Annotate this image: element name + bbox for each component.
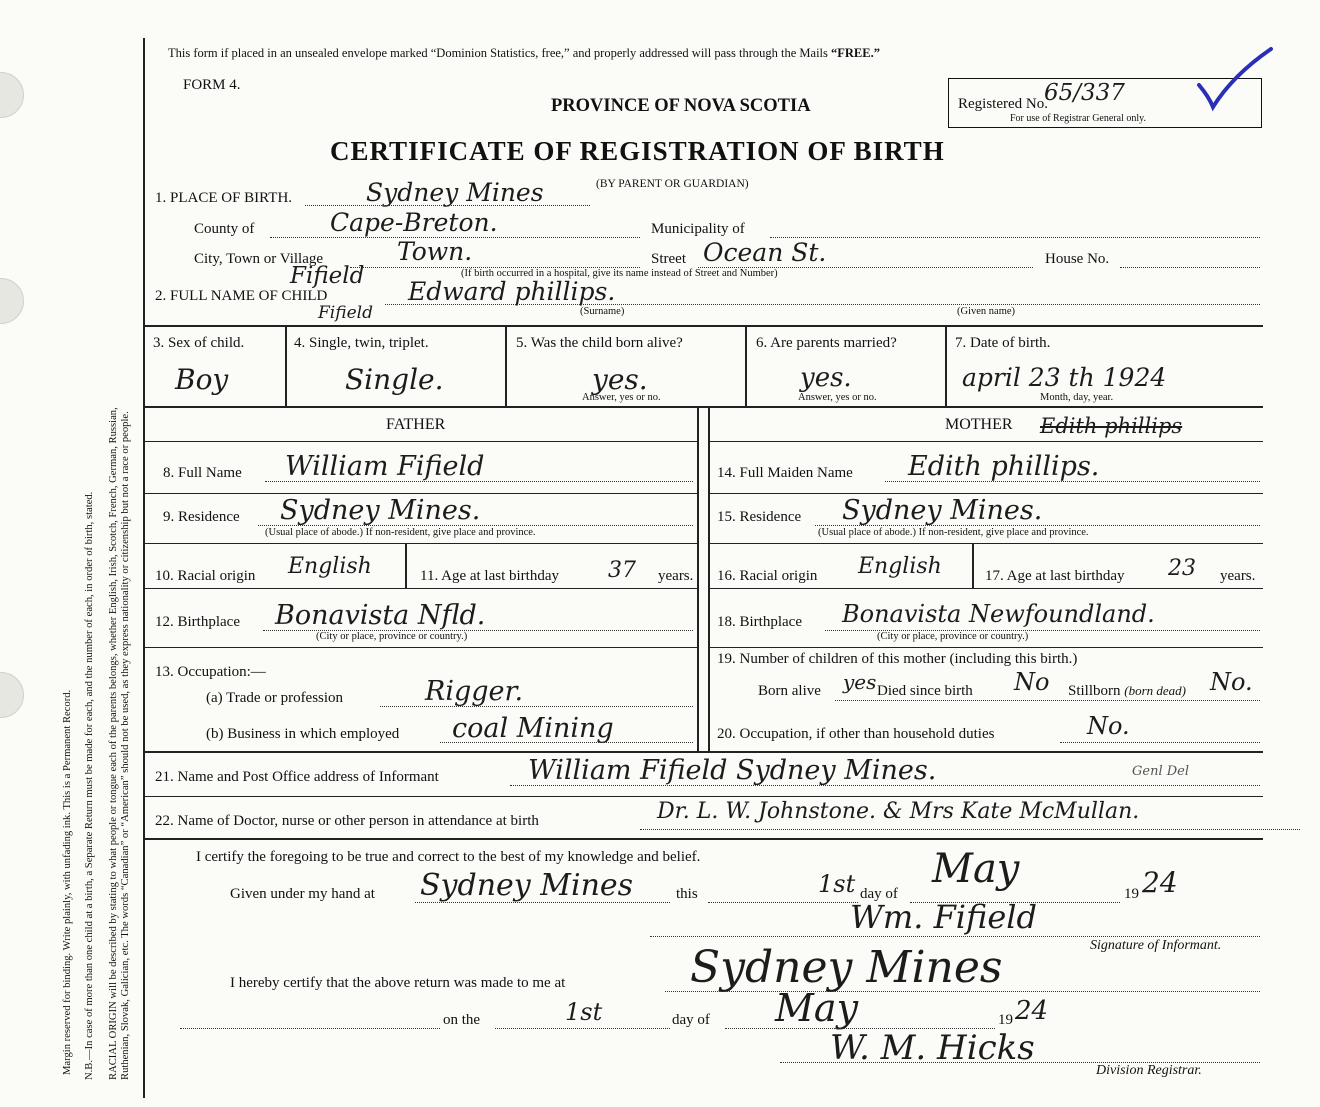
checkmark-icon	[1195, 45, 1275, 115]
mail-notice-free: “FREE.”	[831, 46, 880, 60]
married-caption: Answer, yes or no.	[798, 392, 877, 403]
mother-age-label: 17. Age at last birthday	[985, 568, 1125, 584]
father-age-unit: years.	[658, 568, 694, 584]
rule-22-bottom	[143, 838, 1263, 840]
registrar-day-underline	[495, 1028, 670, 1029]
stillborn-label-text: Stillborn	[1068, 683, 1121, 699]
child-surname-note: Fifield	[318, 303, 373, 323]
born-alive-count-value: yes	[843, 670, 877, 694]
father-trade-label: (a) Trade or profession	[206, 690, 344, 706]
place-of-birth-value: Sydney Mines	[366, 178, 544, 207]
rule-heading-bottom-left	[143, 441, 697, 442]
rule-parents-top	[143, 406, 1263, 408]
signature-underline	[650, 936, 1260, 937]
rule-21-bottom	[143, 796, 1263, 797]
mother-children-label: 19. Number of children of this mother (including this birth.)	[717, 651, 1078, 667]
mother-racial-label: 16. Racial origin	[717, 568, 818, 584]
father-birthplace-value: Bonavista Nfld.	[275, 600, 486, 631]
rule-father-2	[143, 543, 697, 544]
registrar-text: I hereby certify that the above return was made to me at	[230, 975, 566, 991]
margin-note-4: Ruthenian, Slovak, Galician, etc. The words “Canadian” or “American” should not be used, as they express nationality or citizenship but not a race or people.	[120, 411, 131, 1080]
municipality-underline	[770, 237, 1260, 238]
year-prefix: 19	[1124, 886, 1139, 902]
father-racial-divider	[405, 543, 407, 588]
mother-residence-value: Sydney Mines.	[842, 495, 1043, 526]
mother-birthplace-value: Bonavista Newfoundland.	[842, 600, 1155, 628]
stillborn-note: (born dead)	[1124, 683, 1187, 698]
attendant-label: 22. Name of Doctor, nurse or other person in attendance at birth	[155, 813, 539, 829]
given-day-underline	[708, 902, 858, 903]
margin-note-1: Margin reserved for binding. Write plainly, with unfading ink. This is a Permanent Record.	[62, 689, 73, 1075]
informant-label: 21. Name and Post Office address of Informant	[155, 769, 439, 785]
surname-caption: (Surname)	[580, 306, 625, 317]
mail-notice-text: This form if placed in an unsealed envelope marked “Dominion Statistics, free,” and properly addressed will pass through the Mails	[168, 46, 832, 60]
given-day-value: 1st	[818, 870, 856, 898]
registrar-place-value: Sydney Mines	[690, 942, 1003, 993]
registrar-year-value: 24	[1015, 996, 1049, 1026]
registered-label: Registered No.	[958, 96, 1048, 112]
informant-value: William Fifield Sydney Mines.	[528, 755, 937, 786]
form-left-border	[143, 38, 145, 1098]
born-alive-label: 5. Was the child born alive?	[516, 335, 683, 351]
child-given-value: Edward phillips.	[408, 277, 616, 306]
mother-name-underline	[885, 481, 1260, 482]
mother-age-value: 23	[1168, 556, 1196, 581]
margin-note-2: N.B.—In case of more than one child at a birth, a Separate Return must be made for each, and the number of each, in order of birth, stated.	[84, 491, 95, 1080]
mother-birthplace-caption: (City or place, province or country.)	[877, 631, 1029, 642]
rule-row3-top	[143, 325, 1263, 327]
given-name-caption: (Given name)	[957, 306, 1016, 317]
child-name-underline	[385, 304, 1260, 305]
date-of-birth-caption: Month, day, year.	[1040, 392, 1114, 403]
province-title: PROVINCE OF NOVA SCOTIA	[551, 96, 811, 116]
house-underline	[1120, 267, 1260, 268]
born-alive-value: yes.	[592, 363, 648, 396]
divider-3-4	[285, 325, 287, 406]
date-of-birth-value: april 23 th 1924	[962, 363, 1167, 392]
single-label: 4. Single, twin, triplet.	[294, 335, 429, 351]
parents-center-divider-2	[708, 406, 710, 751]
sex-value: Boy	[175, 363, 229, 396]
father-racial-label: 10. Racial origin	[155, 568, 256, 584]
mother-occupation-value: No.	[1087, 712, 1130, 740]
rule-mother-3	[708, 588, 1263, 589]
father-racial-value: English	[288, 554, 372, 579]
father-residence-underline	[258, 525, 693, 526]
registrar-place-underline	[665, 991, 1260, 992]
informant-signature: Wm. Fifield	[850, 898, 1038, 936]
informant-extra: Genl Del	[1132, 764, 1190, 779]
father-age-value: 37	[608, 558, 636, 583]
city-label: City, Town or Village	[194, 251, 324, 267]
parents-center-divider	[697, 406, 699, 751]
municipality-label: Municipality of	[651, 221, 745, 237]
rule-father-3	[143, 588, 697, 589]
certificate-title: CERTIFICATE OF REGISTRATION OF BIRTH	[330, 136, 945, 166]
born-alive-caption: Answer, yes or no.	[582, 392, 661, 403]
given-month-value: May	[932, 846, 1020, 892]
died-since-birth-value: No	[1014, 668, 1050, 696]
this-label: this	[676, 886, 698, 902]
married-value: yes.	[800, 363, 852, 393]
father-name-label: 8. Full Name	[163, 465, 242, 481]
county-value: Cape-Breton.	[330, 208, 498, 237]
certificate-subtitle: (BY PARENT OR GUARDIAN)	[596, 178, 749, 190]
father-birthplace-caption: (City or place, province or country.)	[316, 631, 468, 642]
father-occupation-label: 13. Occupation:—	[155, 664, 266, 680]
mother-heading: MOTHER	[945, 416, 1013, 433]
mother-racial-divider	[972, 543, 974, 588]
given-place-value: Sydney Mines	[420, 868, 634, 903]
father-name-underline	[265, 481, 693, 482]
rule-mother-2	[708, 543, 1263, 544]
registrar-note: For use of Registrar General only.	[1010, 113, 1146, 124]
mother-name-label: 14. Full Maiden Name	[717, 465, 853, 481]
certify-text: I certify the foregoing to be true and correct to the best of my knowledge and belief.	[196, 849, 701, 865]
on-the-label: on the	[443, 1012, 481, 1028]
attendant-value: Dr. L. W. Johnstone. & Mrs Kate McMullan.	[657, 799, 1140, 824]
binding-hole-top	[0, 72, 24, 118]
form-number: FORM 4.	[183, 77, 241, 93]
stillborn-value: No.	[1210, 668, 1253, 696]
divider-4-5	[505, 325, 507, 406]
rule-father-1	[143, 493, 697, 494]
mail-notice	[168, 46, 880, 61]
father-birthplace-label: 12. Birthplace	[155, 614, 240, 630]
margin-note-3: RACIAL ORIGIN will be described by stating to what people or tongue each of the parents belongs, whether English, Irish, Scotch, French, German, Russian,	[108, 407, 119, 1080]
rule-mother-1	[708, 493, 1263, 494]
county-label: County of	[194, 221, 255, 237]
mother-racial-value: English	[858, 554, 942, 579]
child-surname-value: Fifield	[290, 263, 365, 289]
registered-number: 65/337	[1044, 80, 1125, 106]
registrar-caption: Division Registrar.	[1096, 1063, 1202, 1078]
mother-residence-underline	[815, 525, 1260, 526]
married-label: 6. Are parents married?	[756, 335, 897, 351]
date-of-birth-label: 7. Date of birth.	[955, 335, 1051, 351]
place-underline	[305, 205, 590, 206]
father-business-label: (b) Business in which employed	[206, 726, 400, 742]
rule-heading-bottom-right	[708, 441, 1263, 442]
father-age-label: 11. Age at last birthday	[420, 568, 559, 584]
street-label: Street	[651, 251, 686, 267]
rule-parents-bottom	[143, 751, 1263, 753]
father-name-value: William Fifield	[285, 451, 485, 482]
street-value: Ocean St.	[703, 238, 827, 267]
house-number-label: House No.	[1045, 251, 1110, 267]
hospital-note: (If birth occurred in a hospital, give its name instead of Street and Number)	[461, 268, 778, 279]
mother-occupation-label: 20. Occupation, if other than household duties	[717, 726, 995, 742]
attendant-underline	[640, 829, 1300, 830]
single-value: Single.	[345, 363, 444, 396]
signature-caption: Signature of Informant.	[1090, 938, 1222, 953]
registrar-day-of-label: day of	[672, 1012, 710, 1028]
father-heading: FATHER	[386, 416, 446, 433]
mother-age-unit: years.	[1220, 568, 1256, 584]
mother-name-value: Edith phillips.	[908, 451, 1100, 482]
given-year-value: 24	[1142, 866, 1178, 899]
divider-5-6	[745, 325, 747, 406]
registrar-month-value: May	[775, 986, 859, 1030]
binding-hole-bottom	[0, 672, 24, 718]
stillborn-label	[1068, 683, 1186, 700]
mother-heading-note: Edith phillips	[1040, 414, 1183, 438]
binding-hole-middle	[0, 278, 24, 324]
day-of-label: day of	[860, 886, 898, 902]
father-trade-underline	[380, 706, 693, 707]
father-residence-label: 9. Residence	[163, 509, 240, 525]
mother-birthplace-label: 18. Birthplace	[717, 614, 802, 630]
rule-father-4	[143, 647, 697, 648]
born-alive-count-label: Born alive	[758, 683, 821, 699]
city-value: Town.	[397, 237, 473, 266]
father-business-underline	[440, 742, 693, 743]
sex-label: 3. Sex of child.	[153, 335, 245, 351]
mother-children-underline	[835, 700, 1260, 701]
rule-mother-4	[708, 647, 1263, 648]
mother-occupation-underline	[1060, 742, 1260, 743]
divider-6-7	[945, 325, 947, 406]
father-residence-caption: (Usual place of abode.) If non-resident, give place and province.	[265, 527, 536, 538]
registrar-year-prefix: 19	[998, 1012, 1013, 1028]
father-residence-value: Sydney Mines.	[280, 495, 481, 526]
father-business-value: coal Mining	[452, 713, 614, 744]
mother-residence-caption: (Usual place of abode.) If non-resident, give place and province.	[818, 527, 1089, 538]
died-since-birth-label: Died since birth	[877, 683, 973, 699]
registrar-day-value: 1st	[565, 998, 603, 1026]
given-place-underline	[415, 902, 670, 903]
father-trade-value: Rigger.	[425, 676, 524, 707]
mother-residence-label: 15. Residence	[717, 509, 802, 525]
informant-underline	[510, 785, 1260, 786]
place-of-birth-label: 1. PLACE OF BIRTH.	[155, 190, 293, 206]
child-name-label: 2. FULL NAME OF CHILD	[155, 288, 328, 304]
registrar-signature: W. M. Hicks	[830, 1028, 1035, 1068]
given-under-label: Given under my hand at	[230, 886, 375, 902]
on-the-leading-underline	[180, 1028, 440, 1029]
